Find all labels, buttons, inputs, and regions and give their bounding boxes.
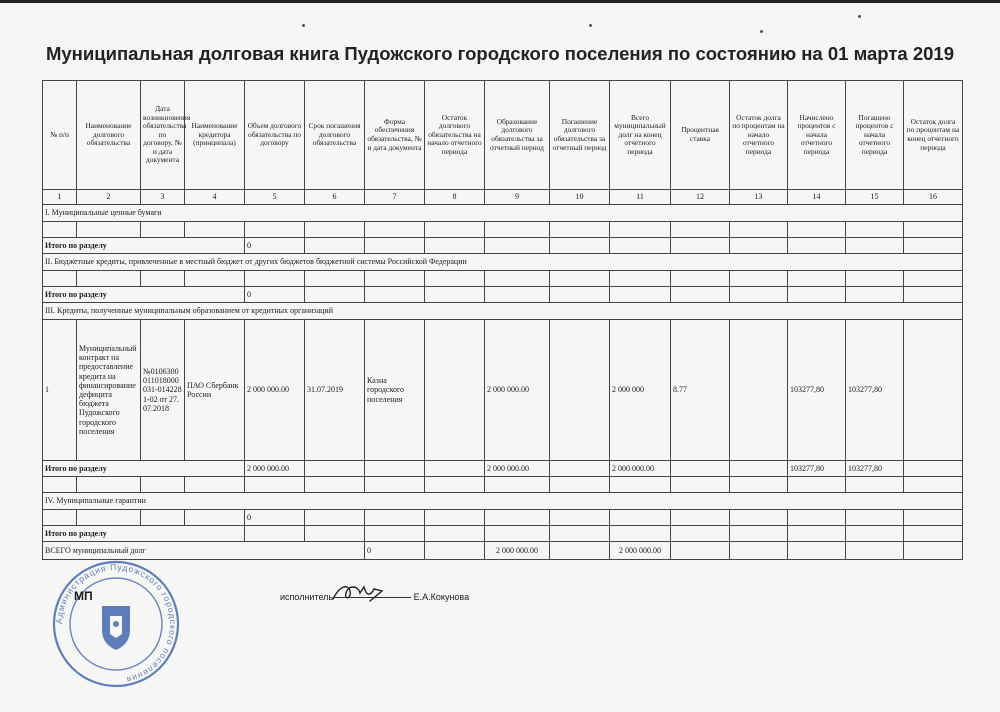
grand-total-label: ВСЕГО муниципальный долг <box>43 542 365 560</box>
empty-row <box>43 222 963 238</box>
header-cell: Всего муниципальный долг на конец отчетного периода <box>610 81 671 190</box>
formation-amount: 2 000 000.00 <box>485 320 550 461</box>
interest-rate: 8.77 <box>671 320 730 461</box>
section-title: I. Муниципальные ценные бумаги <box>43 205 963 222</box>
column-number: 11 <box>610 190 671 205</box>
grand-total-formation: 2 000 000.00 <box>485 542 550 560</box>
total-label: Итого по разделу <box>43 238 245 254</box>
total-label: Итого по разделу <box>43 526 245 542</box>
official-seal-stamp <box>50 558 182 690</box>
scan-dot <box>302 24 305 27</box>
header-cell: Начислено процентов с начала отчетного периода <box>788 81 846 190</box>
coat-of-arms-icon <box>102 606 130 650</box>
section-total-row <box>43 526 963 542</box>
scan-dot <box>589 24 592 27</box>
handwritten-signature <box>330 581 390 605</box>
total-volume: 0 <box>245 238 305 254</box>
column-number: 14 <box>788 190 846 205</box>
accrued-interest: 103277,80 <box>788 320 846 461</box>
executor-name: Е.А.Кокунова <box>413 592 470 602</box>
column-number: 9 <box>485 190 550 205</box>
grand-total-row <box>43 542 963 560</box>
grand-total-volume: 0 <box>365 542 425 560</box>
total-formation: 2 000 000.00 <box>485 461 550 477</box>
header-cell: Погашение долгового обязательства за отчетный период <box>550 81 610 190</box>
total-accrued: 103277,80 <box>788 461 846 477</box>
column-number: 16 <box>904 190 963 205</box>
due-date: 31.07.2019 <box>305 320 365 461</box>
row-number: 1 <box>43 320 77 461</box>
section-total-row <box>43 461 963 477</box>
column-number: 15 <box>846 190 904 205</box>
table-row <box>43 510 963 526</box>
header-cell: Объем долгового обязательства по договору <box>245 81 305 190</box>
header-cell: № п/п <box>43 81 77 190</box>
table-row <box>43 320 963 461</box>
creditor: ПАО Сбербанк России <box>185 320 245 461</box>
empty-row <box>43 271 963 287</box>
section-heading-row <box>43 303 963 320</box>
header-cell: Образование долгового обязательства за отчетный период <box>485 81 550 190</box>
column-number-row <box>43 190 963 205</box>
column-number: 6 <box>305 190 365 205</box>
header-cell: Остаток долга по процентам на конец отчетного периода <box>904 81 963 190</box>
security-form: Казна городского поселения <box>365 320 425 461</box>
column-number: 1 <box>43 190 77 205</box>
total-volume: 2 000 000.00 <box>245 461 305 477</box>
empty-row <box>43 477 963 493</box>
header-cell: Дата возникновения обязательства по договору, № и дата документа <box>141 81 185 190</box>
total-label: Итого по разделу <box>43 287 245 303</box>
column-number: 13 <box>730 190 788 205</box>
repaid-interest: 103277,80 <box>846 320 904 461</box>
scan-dot <box>760 30 763 33</box>
section-heading-row <box>43 254 963 271</box>
volume: 0 <box>245 510 305 526</box>
column-number: 2 <box>77 190 141 205</box>
total-debt: 2 000 000.00 <box>610 461 671 477</box>
column-number: 5 <box>245 190 305 205</box>
section-title: III. Кредиты, полученные муниципальным образованием от кредитных организаций <box>43 303 963 320</box>
column-number: 4 <box>185 190 245 205</box>
column-number: 3 <box>141 190 185 205</box>
section-total-row <box>43 238 963 254</box>
seal-text: Администрация Пудожского городского поселения <box>53 561 179 686</box>
total-volume: 0 <box>245 287 305 303</box>
total-label: Итого по разделу <box>43 461 245 477</box>
scan-dot <box>858 15 861 18</box>
stamp-place-label: МП <box>74 589 93 603</box>
grand-total-debt: 2 000 000.00 <box>610 542 671 560</box>
header-cell: Погашено процентов с начала отчетного периода <box>846 81 904 190</box>
header-cell: Наименование кредитора (принципала) <box>185 81 245 190</box>
debt-ledger-table <box>42 80 963 560</box>
volume: 2 000 000.00 <box>245 320 305 461</box>
section-total-row <box>43 287 963 303</box>
contract-details: №0106300011018000031-0142281-02 от 27.07.2018 <box>141 320 185 461</box>
section-heading-row <box>43 493 963 510</box>
header-cell: Остаток долгового обязательства на начало отчетного периода <box>425 81 485 190</box>
total-repaid: 103277,80 <box>846 461 904 477</box>
column-number: 12 <box>671 190 730 205</box>
header-cell: Форма обеспечения обязательства, № и дата документа <box>365 81 425 190</box>
header-cell: Срок погашения долгового обязательства <box>305 81 365 190</box>
total-debt: 2 000 000 <box>610 320 671 461</box>
column-number: 8 <box>425 190 485 205</box>
column-number: 10 <box>550 190 610 205</box>
header-cell: Наименование долгового обязательства <box>77 81 141 190</box>
column-number: 7 <box>365 190 425 205</box>
document-title: Муниципальная долговая книга Пудожского городского поселения по состоянию на 01 марта 2019 <box>45 43 955 64</box>
section-title: II. Бюджетные кредиты, привлеченные в местный бюджет от других бюджетов бюджетной системы Российской Федерации <box>43 254 963 271</box>
header-cell: Процентная ставка <box>671 81 730 190</box>
executor-label: исполнитель <box>280 592 334 602</box>
section-title: IV. Муниципальные гарантии <box>43 493 963 510</box>
section-heading-row <box>43 205 963 222</box>
obligation-name: Муниципальный контракт на предоставление кредита на финансирование дефицита бюджета Пудожского городского поселения <box>77 320 141 461</box>
header-cell: Остаток долга по процентам на начало отчетного периода <box>730 81 788 190</box>
header-row <box>43 81 963 190</box>
